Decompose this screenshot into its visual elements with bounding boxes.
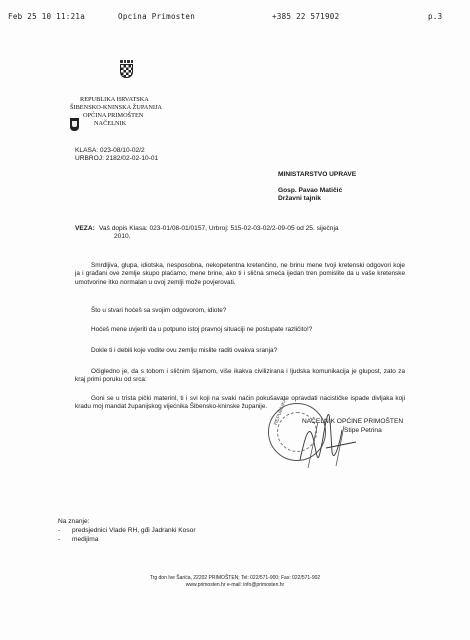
- stamp-text: REPUBLIKA: [273, 397, 289, 427]
- letterhead-municipality: OPĆINA PRIMOŠTEN: [83, 112, 144, 119]
- body-paragraph-3: Hoćeš mene uvjeriti da u potpuno istoj pravnoj situaciji ne postupate različito!?: [91, 326, 313, 333]
- recipient-title: Državni tajnik: [278, 195, 321, 202]
- fax-phone: +385 22 571902: [272, 12, 340, 21]
- body-paragraph-4: Dokle ti i debili koje vodite ovu zemlju mislite raditi ovakva sranja?: [91, 347, 278, 354]
- urbroj-reference: URBROJ: 2182/02-02-10-01: [75, 155, 159, 162]
- body-paragraph-1: Smrdljiva, glupa, idiotska, nesposobna, nekopetentna kretenčino, ne brinu mene tvoji kretenski odgovori koje ja i građani ove zemlje skupo plaćamo, mene brine, ako ti i slična smeća ijedan tren pomislite da u vaše kretenske umotvorine itko normalan u ovoj zemlji može povjerovati.: [75, 262, 405, 286]
- signature-name: Stipe Petrina: [344, 427, 382, 434]
- body-paragraph-5: Očigledno je, da s tobom i sličnim šljamom, više ikakva civilizirana i ljudska komunikacija je glupost, zato za kraj primi poruku od srca:: [75, 368, 405, 384]
- fax-page-number: p.3: [428, 12, 443, 21]
- recipient-org: MINISTARSTVO UPRAVE: [278, 171, 357, 178]
- body-paragraph-6: Goni se u trista pički materinl, ti i svi koji na svaki način pokušavate opravdati nacističke ispade divljaka koji kradu moj mandat županijskog vijećnika Šibensko-kninske županije.: [75, 395, 405, 411]
- body-paragraph-2: Što u stvari hoćeš sa svojim odgovorom, idiote?: [91, 307, 227, 314]
- letterhead-republic: REPUBLIKA HRVATSKA: [80, 96, 149, 103]
- list-item: - predsjednici Vlade RH, gđi Jadranki Kosor: [58, 527, 196, 536]
- municipality-arms-icon: [70, 118, 79, 131]
- fax-sender: Opcina Primosten: [118, 12, 196, 21]
- recipient-name: Gosp. Pavao Matičić: [278, 187, 343, 194]
- letterhead-mayor: NAČELNIK: [94, 120, 127, 127]
- na-znanje-label: Na znanje:: [58, 518, 90, 525]
- footer-address: Trg don Ive Šarića, 22202 PRIMOŠTEN; Tel: 022/571-900; Fax: 022/571-902: [149, 575, 321, 581]
- signature-title: NAČELNIK OPĆINE PRIMOŠTEN: [302, 418, 404, 425]
- list-item: - medijima: [58, 536, 196, 545]
- fax-date: Feb 25 10 11:21a: [8, 12, 86, 21]
- footer-web: www.primosten.hr e-mail: info@primosten.hr: [185, 582, 285, 588]
- veza-label: VEZA:: [75, 225, 95, 232]
- croatian-coat-of-arms-icon: [120, 60, 133, 80]
- veza-text-line2: 2010.: [114, 233, 131, 240]
- na-znanje-list: [58, 527, 196, 544]
- klasa-reference: KLASA: 023-08/10-02/2: [75, 147, 145, 154]
- letterhead-county: ŠIBENSKO-KNINSKA ŽUPANIJA: [70, 104, 162, 111]
- veza-text-line1: Vaš dopis Klasa: 023-01/08-01/0157, Urbroj: 515-02-03-02/2-09-05 od 25. siječnja: [99, 225, 339, 232]
